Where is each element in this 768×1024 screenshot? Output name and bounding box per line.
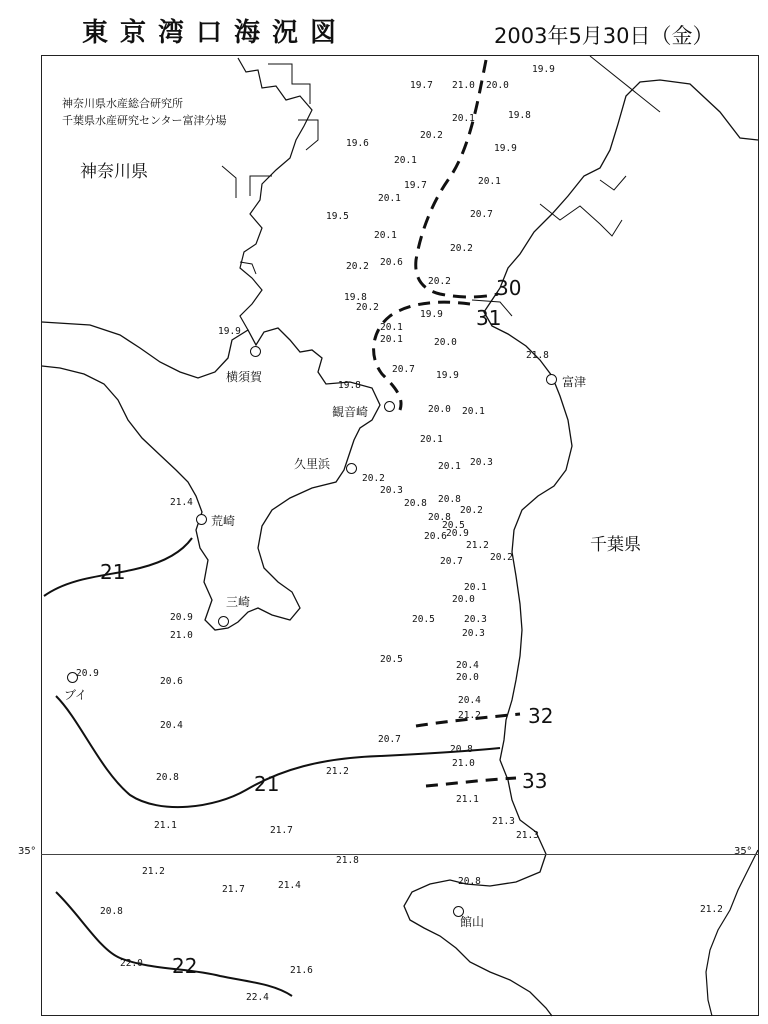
kannonzaki-marker	[384, 401, 395, 412]
place-misaki: 三崎	[226, 595, 251, 609]
temperature-value: 21.0	[170, 630, 193, 641]
temperature-value: 20.0	[434, 337, 457, 348]
temperature-value: 20.3	[462, 628, 485, 639]
place-tateyama: 館山	[460, 915, 485, 929]
temperature-value: 21.1	[456, 794, 479, 805]
temperature-value: 19.8	[344, 292, 367, 303]
place-buoy: ブイ	[64, 688, 87, 702]
salinity-label-33: 33	[522, 769, 548, 793]
temperature-value: 20.6	[380, 257, 403, 268]
temperature-value: 20.9	[76, 668, 99, 679]
temperature-value: 20.8	[438, 494, 461, 505]
temperature-value: 21.2	[458, 710, 481, 721]
temperature-value: 21.3	[492, 816, 515, 827]
temperature-value: 20.7	[440, 556, 463, 567]
temperature-value: 21.2	[700, 904, 723, 915]
temperature-value: 21.1	[154, 820, 177, 831]
temperature-value: 20.2	[490, 552, 513, 563]
temperature-value: 20.5	[412, 614, 435, 625]
temperature-value: 22.0	[120, 958, 143, 969]
temperature-value: 20.2	[346, 261, 369, 272]
map-date: 2003年5月30日（金）	[494, 24, 714, 48]
salinity-33-line	[426, 778, 516, 786]
temperature-value: 20.2	[460, 505, 483, 516]
temperature-value: 20.1	[374, 230, 397, 241]
temperature-value: 20.5	[442, 520, 465, 531]
temperature-value: 20.8	[156, 772, 179, 783]
temperature-value: 20.3	[380, 485, 403, 496]
futtsu-marker	[546, 374, 557, 385]
temperature-value: 20.1	[420, 434, 443, 445]
temperature-value: 20.0	[428, 404, 451, 415]
temperature-value: 19.9	[532, 64, 555, 75]
temperature-value: 20.1	[464, 582, 487, 593]
latitude-label-left: 35°	[18, 846, 36, 857]
temperature-value: 20.5	[380, 654, 403, 665]
temperature-value: 20.9	[170, 612, 193, 623]
place-kannonzaki: 観音崎	[332, 405, 369, 419]
place-futtsu: 富津	[562, 375, 587, 389]
salinity-label-31: 31	[476, 306, 502, 330]
salinity-label-32: 32	[528, 704, 554, 728]
temperature-value: 21.4	[278, 880, 301, 891]
temperature-value: 19.9	[420, 309, 443, 320]
kanagawa-coastline	[42, 322, 380, 630]
temperature-value: 20.7	[392, 364, 415, 375]
region-kanagawa: 神奈川県	[80, 162, 148, 182]
temperature-value: 20.8	[458, 876, 481, 887]
temperature-value: 22.4	[246, 992, 269, 1003]
temperature-value: 19.9	[218, 326, 241, 337]
temperature-value: 21.4	[170, 497, 193, 508]
temperature-value: 21.7	[270, 825, 293, 836]
temperature-value: 19.9	[436, 370, 459, 381]
temperature-value: 20.8	[428, 512, 451, 523]
temperature-value: 20.1	[452, 113, 475, 124]
temperature-value: 19.5	[326, 211, 349, 222]
temperature-value: 19.6	[346, 138, 369, 149]
temperature-value: 20.1	[378, 193, 401, 204]
temperature-value: 19.8	[338, 380, 361, 391]
temperature-value: 20.7	[470, 209, 493, 220]
temperature-value: 20.0	[486, 80, 509, 91]
temperature-value: 20.2	[356, 302, 379, 313]
temperature-value: 20.1	[478, 176, 501, 187]
temperature-value: 20.2	[450, 243, 473, 254]
isotherm-label-21-south: 21	[254, 772, 280, 796]
temperature-value: 19.7	[410, 80, 433, 91]
kurihama-marker	[346, 463, 357, 474]
temperature-value: 21.8	[526, 350, 549, 361]
temperature-value: 20.1	[438, 461, 461, 472]
temperature-value: 21.6	[290, 965, 313, 976]
agency-chiba: 千葉県水産研究センター富津分場	[62, 114, 227, 127]
isotherm-22	[56, 892, 292, 996]
temperature-value: 20.6	[424, 531, 447, 542]
temperature-value: 20.1	[380, 334, 403, 345]
temperature-value: 21.8	[336, 855, 359, 866]
temperature-value: 20.1	[394, 155, 417, 166]
place-kurihama: 久里浜	[294, 457, 331, 471]
temperature-value: 21.7	[222, 884, 245, 895]
temperature-value: 20.2	[428, 276, 451, 287]
boso-south-coastline	[706, 850, 758, 1016]
yokosuka-marker	[250, 346, 261, 357]
misaki-marker	[218, 616, 229, 627]
temperature-value: 20.4	[456, 660, 479, 671]
temperature-value: 20.8	[100, 906, 123, 917]
temperature-value: 20.1	[380, 322, 403, 333]
agency-kanagawa: 神奈川県水産総合研究所	[62, 97, 183, 110]
region-chiba: 千葉県	[590, 535, 641, 555]
temperature-value: 19.7	[404, 180, 427, 191]
place-arasaki: 荒崎	[211, 514, 236, 528]
latitude-35-line	[41, 854, 759, 855]
northeast-boundary	[590, 56, 660, 112]
arasaki-marker	[196, 514, 207, 525]
map-title: 東京湾口海況図	[82, 18, 349, 48]
place-yokosuka: 横須賀	[226, 370, 263, 384]
temperature-value: 21.2	[142, 866, 165, 877]
salinity-label-30: 30	[496, 276, 522, 300]
temperature-value: 20.0	[452, 594, 475, 605]
temperature-value: 20.4	[160, 720, 183, 731]
temperature-value: 20.1	[462, 406, 485, 417]
temperature-value: 20.9	[446, 528, 469, 539]
temperature-value: 20.4	[458, 695, 481, 706]
temperature-value: 21.3	[516, 830, 539, 841]
temperature-value: 21.0	[452, 758, 475, 769]
temperature-value: 20.7	[378, 734, 401, 745]
yokohama-coastline	[238, 58, 312, 330]
temperature-value: 19.9	[494, 143, 517, 154]
temperature-value: 19.8	[508, 110, 531, 121]
temperature-value: 20.3	[470, 457, 493, 468]
temperature-value: 20.8	[450, 744, 473, 755]
temperature-value: 20.2	[420, 130, 443, 141]
temperature-value: 20.2	[362, 473, 385, 484]
temperature-value: 20.6	[160, 676, 183, 687]
temperature-value: 20.0	[456, 672, 479, 683]
isotherm-label-22: 22	[172, 954, 198, 978]
temperature-value: 21.2	[326, 766, 349, 777]
yokohama-port-detail	[222, 64, 318, 274]
latitude-label-right: 35°	[734, 846, 752, 857]
isotherm-label-21-west: 21	[100, 560, 126, 584]
temperature-value: 20.8	[404, 498, 427, 509]
temperature-value: 21.2	[466, 540, 489, 551]
agency-credits	[62, 95, 227, 129]
temperature-value: 20.3	[464, 614, 487, 625]
temperature-value: 21.0	[452, 80, 475, 91]
